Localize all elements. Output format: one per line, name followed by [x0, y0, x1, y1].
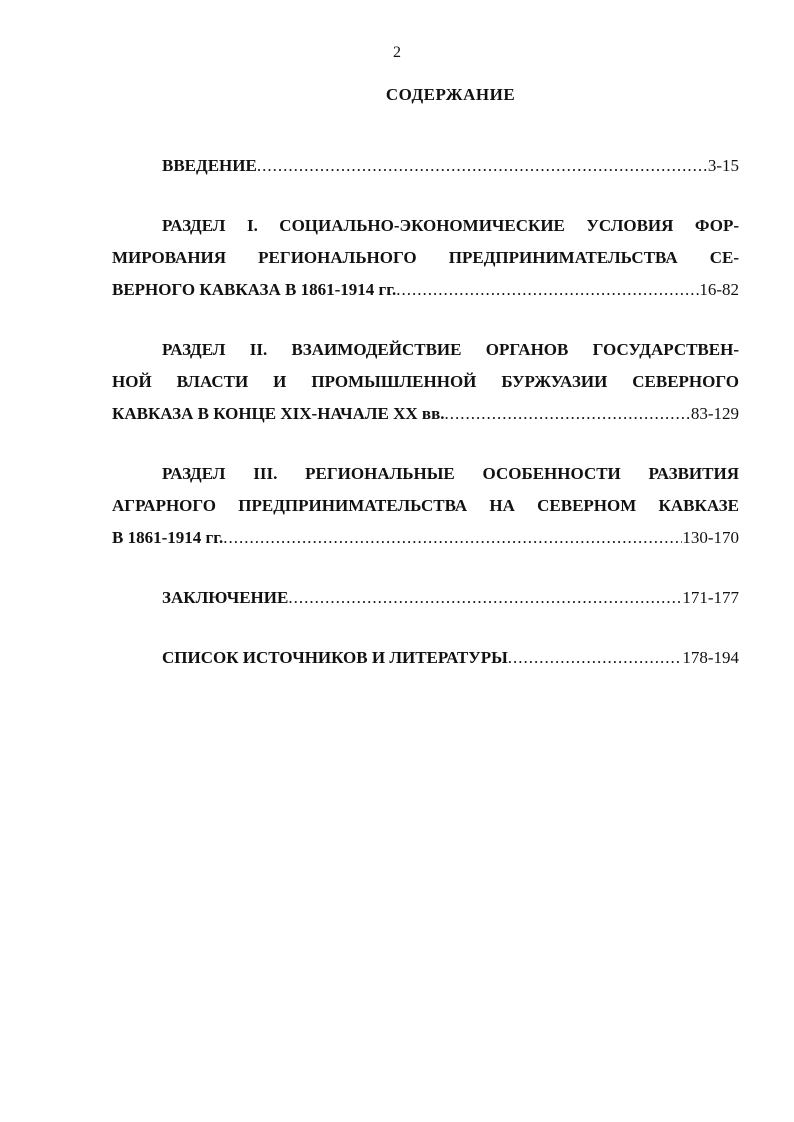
- toc-sources-line: [112, 642, 739, 674]
- toc-intro-pages: 3-15: [707, 156, 739, 175]
- toc-intro-line: [112, 150, 739, 182]
- toc-conclusion-label: ЗАКЛЮЧЕНИЕ: [162, 588, 289, 607]
- toc-conclusion-pages: 171-177: [682, 588, 739, 607]
- toc-conclusion-line: [112, 582, 739, 614]
- page-number: 2: [393, 44, 401, 61]
- toc-section2-line1: РАЗДЕЛ II. ВЗАИМОДЕЙСТВИЕ ОРГАНОВ ГОСУДАРСТВЕН-: [162, 340, 739, 359]
- toc-entry-conclusion: [112, 582, 739, 614]
- toc-entry-sources: [112, 642, 739, 674]
- toc-section3-line3: [112, 522, 739, 554]
- toc-entry-section2: [112, 334, 739, 430]
- toc-intro-leader: [257, 150, 708, 182]
- toc-section3-line3-text: В 1861-1914 гг.: [112, 528, 224, 547]
- toc-section1-pages: 16-82: [699, 280, 739, 299]
- toc-section3-line2: АГРАРНОГО ПРЕДПРИНИМАТЕЛЬСТВА НА СЕВЕРНОМ КАВКАЗЕ: [112, 496, 739, 515]
- toc-conclusion-leader: [288, 582, 682, 614]
- toc-entry-intro: [112, 150, 739, 182]
- toc-section2-line3-text: КАВКАЗА В КОНЦЕ XIX-НАЧАЛЕ XX вв.: [112, 404, 445, 423]
- toc-entry-section3: [112, 458, 739, 554]
- toc-sources-label: СПИСОК ИСТОЧНИКОВ И ЛИТЕРАТУРЫ: [162, 648, 508, 667]
- toc-sources-pages: 178-194: [682, 648, 739, 667]
- toc-section2-pages: 83-129: [690, 404, 739, 423]
- toc-section2-line3: [112, 398, 739, 430]
- table-of-contents: [112, 150, 739, 674]
- toc-section3-leader: [223, 522, 682, 554]
- toc-section2-leader: [445, 398, 691, 430]
- toc-section1-line1: РАЗДЕЛ I. СОЦИАЛЬНО-ЭКОНОМИЧЕСКИЕ УСЛОВИЯ ФОР-: [162, 216, 739, 235]
- toc-section1-line3: [112, 274, 739, 306]
- toc-sources-leader: [508, 642, 683, 674]
- toc-section1-line2: МИРОВАНИЯ РЕГИОНАЛЬНОГО ПРЕДПРИНИМАТЕЛЬСТВА СЕ-: [112, 248, 739, 267]
- toc-section2-line2: НОЙ ВЛАСТИ И ПРОМЫШЛЕННОЙ БУРЖУАЗИИ СЕВЕРНОГО: [112, 372, 739, 391]
- page-title: СОДЕРЖАНИЕ: [385, 85, 516, 104]
- toc-entry-section1: [112, 210, 739, 306]
- toc-intro-label: ВВЕДЕНИЕ: [162, 156, 257, 175]
- toc-section3-line1: РАЗДЕЛ III. РЕГИОНАЛЬНЫЕ ОСОБЕННОСТИ РАЗВИТИЯ: [162, 464, 739, 483]
- toc-section1-leader: [396, 274, 699, 306]
- toc-section1-line3-text: ВЕРНОГО КАВКАЗА В 1861-1914 гг.: [112, 280, 397, 299]
- toc-section3-pages: 130-170: [682, 528, 739, 547]
